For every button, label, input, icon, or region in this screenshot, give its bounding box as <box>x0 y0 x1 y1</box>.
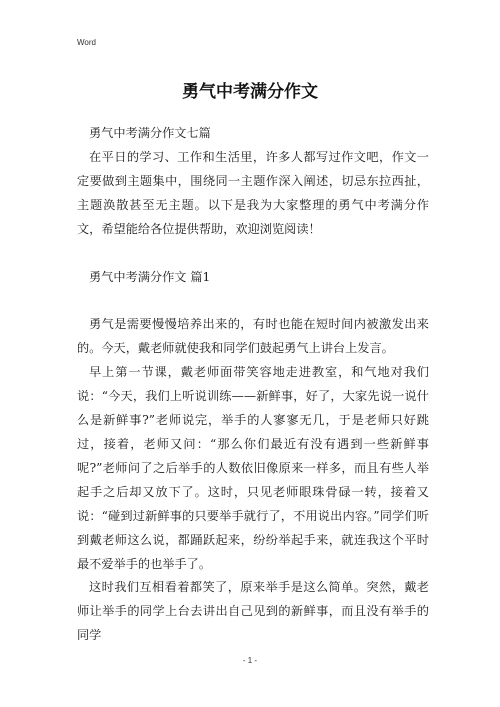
section-heading: 勇气中考满分作文 篇1 <box>89 269 211 284</box>
page-title: 勇气中考满分作文 <box>182 82 318 102</box>
page-number: - 1 - <box>242 656 258 665</box>
body-paragraph-1: 勇气是需要慢慢培养出来的，有时也能在短时间内被激发出来的。今天，戴老师就使我和同学们鼓起勇气上讲台上发言。 <box>77 317 429 356</box>
body-paragraph-2: 早上第一节课，戴老师面带笑容地走进教室，和气地对我们说：“今天，我们上听说训练——新鲜事，好了，大家先说一说什么是新鲜事?”老师说完，举手的人寥寥无几，于是老师只好跳过，接着，老师又问：“那么你们最近有没有遇到一些新鲜事呢?”老师问了之后举手的人数依旧像原来一样多，而且有些人举起手之后却又放下了。这时，只见老师眼珠骨碌一转，接着又说：“碰到过新鲜事的只要举手就行了，不用说出内容。”同学们听到戴老师这么说，都踊跃起来，纷纷举起手来，就连我这个平时最不爱举手的也举手了。 <box>77 365 429 571</box>
header-app-label: Word <box>77 38 96 47</box>
intro-paragraph: 在平日的学习、工作和生活里，许多人都写过作文吧，作文一定要做到主题集中，围绕同一主题作深入阐述，切忌东拉西扯，主题涣散甚至无主题。以下是我为大家整理的勇气中考满分作文，希望能给各位提供帮助，欢迎浏览阅读！ <box>77 149 429 236</box>
body-paragraph-3: 这时我们互相看着都笑了，原来举手是这么简单。突然，戴老师让举手的同学上台去讲出自己见到的新鲜事，而且没有举手的同学 <box>77 580 429 643</box>
document-body <box>77 122 429 648</box>
document-subtitle: 勇气中考满分作文七篇 <box>89 126 211 140</box>
